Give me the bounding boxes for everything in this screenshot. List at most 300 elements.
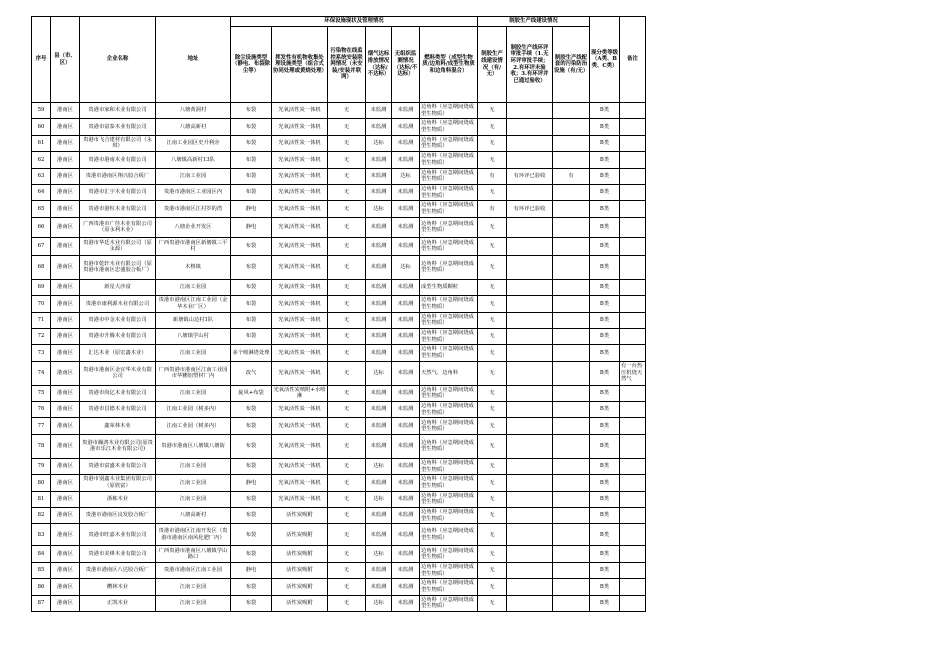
row-gas: 达标 <box>366 595 392 611</box>
row-county: 港南区 <box>51 237 80 255</box>
row-online: 无 <box>328 168 366 184</box>
row-note <box>620 279 646 295</box>
row-voc: 光氧活性炭一体机 <box>272 361 328 385</box>
row-address: 江南工业园 <box>156 345 231 361</box>
row-online: 无 <box>328 237 366 255</box>
row-eia <box>507 491 553 507</box>
row-company-name: 贵港市尚亿木业有限公司 <box>80 385 156 401</box>
row-glue-line: 无 <box>478 279 507 295</box>
row-no: 60 <box>32 119 51 135</box>
row-no: 75 <box>32 385 51 401</box>
row-address: 八塘镇学山村 <box>156 328 231 344</box>
row-eia <box>507 385 553 401</box>
row-fuel: 边角料（应急期间烧成型生物质） <box>420 418 478 434</box>
row-company-name: 汇达木业（原宏鑫木业） <box>80 345 156 361</box>
row-gas: 达标 <box>366 135 392 151</box>
row-eia <box>507 579 553 595</box>
row-no: 71 <box>32 312 51 328</box>
row-voc: 活性炭吸附 <box>272 524 328 546</box>
row-fuel: 边角料（应急期间烧成型生物质） <box>420 328 478 344</box>
row-fugitive: 未监测 <box>392 508 420 524</box>
row-class: B类 <box>590 491 620 507</box>
row-county: 港南区 <box>51 508 80 524</box>
row-glue-line: 无 <box>478 562 507 578</box>
row-eia <box>507 152 553 168</box>
row-fugitive: 未监测 <box>392 434 420 458</box>
row-note <box>620 201 646 217</box>
row-fuel: 边角料（应急期间烧成型生物质） <box>420 237 478 255</box>
row-class: B类 <box>590 168 620 184</box>
row-class: B类 <box>590 562 620 578</box>
row-online: 无 <box>328 312 366 328</box>
row-fugitive: 未监测 <box>392 103 420 119</box>
row-eia <box>507 402 553 418</box>
row-eia <box>507 217 553 237</box>
row-county: 港南区 <box>51 312 80 328</box>
table-row <box>32 524 646 546</box>
row-class: B类 <box>590 524 620 546</box>
row-gas: 未监测 <box>366 562 392 578</box>
row-eia <box>507 296 553 312</box>
row-glue-line: 无 <box>478 434 507 458</box>
row-gas: 未监测 <box>366 237 392 255</box>
row-glue-facility <box>553 361 590 385</box>
row-note <box>620 217 646 237</box>
row-fuel: 边角料（应急期间烧成型生物质） <box>420 345 478 361</box>
row-fugitive: 未监测 <box>392 296 420 312</box>
table-row <box>32 135 646 151</box>
row-online: 无 <box>328 255 366 279</box>
row-no: 74 <box>32 361 51 385</box>
row-dust: 布袋 <box>231 402 272 418</box>
row-fuel: 边角料（应急期间烧成型生物质） <box>420 312 478 328</box>
row-online: 无 <box>328 402 366 418</box>
row-glue-facility <box>553 524 590 546</box>
row-online: 无 <box>328 434 366 458</box>
row-fugitive: 未监测 <box>392 595 420 611</box>
row-fuel: 边角料（应急期间烧成型生物质） <box>420 524 478 546</box>
row-dust: 静电 <box>231 201 272 217</box>
header-fugitive: 无组织监测情况（达标/不达标） <box>392 27 420 103</box>
row-no: 64 <box>32 184 51 200</box>
row-no: 77 <box>32 418 51 434</box>
row-company-name: 贵港市港南区翔兴胶合板厂 <box>80 168 156 184</box>
row-eia <box>507 345 553 361</box>
row-glue-facility <box>553 402 590 418</box>
header-group-env: 环保设施现状及管理情况 <box>231 17 478 27</box>
row-eia <box>507 546 553 562</box>
row-class: B类 <box>590 255 620 279</box>
row-fuel: 边角料（应急期间烧成型生物质） <box>420 579 478 595</box>
row-company-name: 贵港市别鑫木业集团有限公司（原欣富） <box>80 475 156 491</box>
row-fugitive: 未监测 <box>392 361 420 385</box>
row-online: 无 <box>328 152 366 168</box>
row-county: 港南区 <box>51 385 80 401</box>
row-glue-line: 无 <box>478 402 507 418</box>
row-glue-line: 无 <box>478 328 507 344</box>
row-county: 港南区 <box>51 217 80 237</box>
row-gas: 未监测 <box>366 103 392 119</box>
row-class: B类 <box>590 152 620 168</box>
row-voc: 光氧活性炭喷附+水喷淋 <box>272 385 328 401</box>
row-voc: 光氧活性炭一体机 <box>272 475 328 491</box>
row-county: 港南区 <box>51 345 80 361</box>
header-dust: 除尘设施类型（静电、布袋除尘等） <box>231 27 272 103</box>
row-fugitive: 未监测 <box>392 217 420 237</box>
row-class: B类 <box>590 237 620 255</box>
row-gas: 未监测 <box>366 279 392 295</box>
row-company-name: 贵港市中金木业有限公司 <box>80 312 156 328</box>
row-voc: 光氧活性炭一体机 <box>272 491 328 507</box>
row-online: 无 <box>328 296 366 312</box>
row-note <box>620 345 646 361</box>
row-glue-facility <box>553 152 590 168</box>
row-glue-line: 无 <box>478 579 507 595</box>
row-company-name: 广西贵港市广佳木业有限公司（原永利木业） <box>80 217 156 237</box>
row-company-name: 贵港市华廷木业有限公司（原永源） <box>80 237 156 255</box>
row-voc: 光氧活性炭一体机 <box>272 237 328 255</box>
row-note <box>620 434 646 458</box>
row-note <box>620 103 646 119</box>
row-no: 70 <box>32 296 51 312</box>
row-online: 无 <box>328 524 366 546</box>
row-eia <box>507 255 553 279</box>
row-company-name: 贵港市汇宇木业有限公司 <box>80 184 156 200</box>
table-row <box>32 475 646 491</box>
row-note <box>620 152 646 168</box>
table-row <box>32 508 646 524</box>
row-company-name: 贵港市家和木业有限公司 <box>80 103 156 119</box>
row-dust: 布袋 <box>231 546 272 562</box>
row-fugitive: 未监测 <box>392 312 420 328</box>
row-fuel: 边角料（应急期间烧成型生物质） <box>420 546 478 562</box>
header-no: 序号 <box>32 17 51 103</box>
row-note <box>620 458 646 474</box>
row-glue-facility <box>553 508 590 524</box>
row-company-name: 贵港市乾轩木业有限公司（原贵港市港南区忠盛胶合板厂） <box>80 255 156 279</box>
table-row <box>32 168 646 184</box>
row-fuel: 边角料（应急期间烧成型生物质） <box>420 562 478 578</box>
row-class: B类 <box>590 595 620 611</box>
header-online: 污染物在线监控系统安装联网情况（未安装/安装并联网） <box>328 27 366 103</box>
row-no: 84 <box>32 546 51 562</box>
row-address: 贵港市港南区八塘镇八塘街 <box>156 434 231 458</box>
row-no: 73 <box>32 345 51 361</box>
row-online: 无 <box>328 562 366 578</box>
row-note <box>620 184 646 200</box>
row-note <box>620 385 646 401</box>
table-row <box>32 296 646 312</box>
row-dust: 布袋 <box>231 312 272 328</box>
row-glue-facility <box>553 135 590 151</box>
row-glue-line: 无 <box>478 458 507 474</box>
row-class: B类 <box>590 508 620 524</box>
row-company-name: 贵港市瀚鸿木业有限公司(原贵港市乐江木业有限公司) <box>80 434 156 458</box>
row-no: 80 <box>32 475 51 491</box>
row-online: 无 <box>328 201 366 217</box>
row-county: 港南区 <box>51 184 80 200</box>
row-fugitive: 未监测 <box>392 119 420 135</box>
row-county: 港南区 <box>51 168 80 184</box>
row-no: 65 <box>32 201 51 217</box>
row-online: 无 <box>328 491 366 507</box>
row-address: 江南工业园（树多内） <box>156 418 231 434</box>
row-eia <box>507 237 553 255</box>
row-gas: 未监测 <box>366 184 392 200</box>
row-fuel: 边角料（应急期间烧成型生物质） <box>420 152 478 168</box>
header-group-prod: 制胶生产线建设情况 <box>478 17 590 27</box>
row-eia <box>507 475 553 491</box>
row-glue-facility <box>553 328 590 344</box>
row-gas: 未监测 <box>366 475 392 491</box>
row-county: 港南区 <box>51 562 80 578</box>
row-glue-line: 无 <box>478 475 507 491</box>
row-glue-line: 无 <box>478 508 507 524</box>
row-class: B类 <box>590 201 620 217</box>
table-row <box>32 418 646 434</box>
row-glue-facility <box>553 296 590 312</box>
row-address: 贵港市港南区江南工业园（金华木业厂区） <box>156 296 231 312</box>
row-note <box>620 491 646 507</box>
row-fugitive: 未监测 <box>392 328 420 344</box>
row-note <box>620 595 646 611</box>
row-class: B类 <box>590 458 620 474</box>
row-dust: 改气 <box>231 361 272 385</box>
row-gas: 未监测 <box>366 579 392 595</box>
row-glue-facility: 有 <box>553 168 590 184</box>
row-note <box>620 119 646 135</box>
row-company-name: 新星大沙富 <box>80 279 156 295</box>
row-fugitive: 未监测 <box>392 458 420 474</box>
row-glue-facility <box>553 345 590 361</box>
row-glue-facility <box>553 458 590 474</box>
row-fugitive: 未监测 <box>392 491 420 507</box>
row-eia <box>507 524 553 546</box>
row-glue-facility <box>553 434 590 458</box>
row-gas: 达标 <box>366 361 392 385</box>
row-fuel: 边角料（应急期间烧成型生物质） <box>420 255 478 279</box>
table-row <box>32 103 646 119</box>
row-glue-line: 无 <box>478 152 507 168</box>
row-fuel: 边角料（应急期间烧成型生物质） <box>420 595 478 611</box>
row-address: 八塘高新村 <box>156 508 231 524</box>
row-glue-line: 无 <box>478 418 507 434</box>
row-company-name: 贵港市港南木业有限公司 <box>80 152 156 168</box>
row-fuel: 边角料（应急期间烧成型生物质） <box>420 434 478 458</box>
row-online: 无 <box>328 475 366 491</box>
row-note <box>620 402 646 418</box>
row-company-name: 贵港市富盛木业有限公司 <box>80 458 156 474</box>
row-voc: 光氧活性炭一体机 <box>272 458 328 474</box>
row-county: 港南区 <box>51 119 80 135</box>
row-no: 82 <box>32 508 51 524</box>
row-note <box>620 328 646 344</box>
row-glue-facility <box>553 491 590 507</box>
row-county: 港南区 <box>51 103 80 119</box>
row-gas: 未监测 <box>366 255 392 279</box>
row-class: B类 <box>590 418 620 434</box>
row-note: 有一台热压机烧天然气 <box>620 361 646 385</box>
row-voc: 光氧活性炭一体机 <box>272 312 328 328</box>
row-fugitive: 未监测 <box>392 135 420 151</box>
row-glue-line: 无 <box>478 312 507 328</box>
row-voc: 光氧活性炭一体机 <box>272 217 328 237</box>
row-online: 无 <box>328 361 366 385</box>
row-voc: 光氧活性炭一体机 <box>272 119 328 135</box>
row-class: B类 <box>590 475 620 491</box>
row-voc: 光氧活性炭一体机 <box>272 135 328 151</box>
header-eia: 制胶生产线环评审批手续（1.无环评审批手续；2.有环评未验收；3.有环评并已通过验收） <box>507 27 553 103</box>
row-address: 贵港市港南区江村岁的湾 <box>156 201 231 217</box>
row-note <box>620 562 646 578</box>
row-county: 港南区 <box>51 475 80 491</box>
table-row <box>32 184 646 200</box>
row-no: 76 <box>32 402 51 418</box>
row-gas: 达标 <box>366 546 392 562</box>
row-voc: 活性炭吸附 <box>272 595 328 611</box>
table-row <box>32 328 646 344</box>
row-glue-line: 无 <box>478 524 507 546</box>
row-company-name: 贵港市升腾木业有限公司 <box>80 328 156 344</box>
row-voc: 光氧活性炭一体机 <box>272 255 328 279</box>
row-online: 无 <box>328 579 366 595</box>
row-glue-line: 无 <box>478 119 507 135</box>
row-class: B类 <box>590 312 620 328</box>
table-row <box>32 595 646 611</box>
row-voc: 光氧活性炭一体机 <box>272 184 328 200</box>
row-glue-line: 无 <box>478 296 507 312</box>
row-address: 新塘镇山边村1队 <box>156 312 231 328</box>
row-glue-facility <box>553 217 590 237</box>
table-row <box>32 255 646 279</box>
row-note <box>620 418 646 434</box>
row-glue-facility <box>553 418 590 434</box>
row-voc: 活性炭吸附 <box>272 546 328 562</box>
row-fugitive: 未监测 <box>392 385 420 401</box>
row-no: 67 <box>32 237 51 255</box>
row-dust: 静电 <box>231 562 272 578</box>
row-county: 港南区 <box>51 296 80 312</box>
table-row <box>32 201 646 217</box>
row-address: 贵港市港南区工业园区内 <box>156 184 231 200</box>
row-class: B类 <box>590 402 620 418</box>
row-class: B类 <box>590 217 620 237</box>
row-fugitive: 未监测 <box>392 475 420 491</box>
row-address: 广西贵港市港南区江南工业园市华鹏铝塑材厂内 <box>156 361 231 385</box>
row-note <box>620 546 646 562</box>
row-gas: 未监测 <box>366 296 392 312</box>
row-dust: 布袋 <box>231 328 272 344</box>
table-row <box>32 345 646 361</box>
row-address: 江南工业园区史升利旁 <box>156 135 231 151</box>
row-note <box>620 508 646 524</box>
row-class: B类 <box>590 385 620 401</box>
row-no: 85 <box>32 562 51 578</box>
row-glue-line: 无 <box>478 103 507 119</box>
row-gas: 未监测 <box>366 217 392 237</box>
row-glue-facility <box>553 562 590 578</box>
header-county: 县（市、区） <box>51 17 80 103</box>
row-glue-facility <box>553 595 590 611</box>
row-no: 81 <box>32 491 51 507</box>
row-dust: 旋风+布袋 <box>231 385 272 401</box>
header-fuel: 燃料类型（成型生物质/边角料/成型生物质和边角料混合） <box>420 27 478 103</box>
row-glue-facility <box>553 255 590 279</box>
row-no: 62 <box>32 152 51 168</box>
row-voc: 活性炭吸附 <box>272 579 328 595</box>
row-company-name: 贵港市美烽木业有限公司 <box>80 546 156 562</box>
row-county: 港南区 <box>51 579 80 595</box>
row-class: B类 <box>590 546 620 562</box>
row-note <box>620 524 646 546</box>
enterprise-table <box>31 16 646 612</box>
row-dust: 布袋 <box>231 524 272 546</box>
row-fuel: 边角料（应急期间烧成型生物质） <box>420 201 478 217</box>
row-company-name: 贵港市港恒木业有限公司 <box>80 201 156 217</box>
row-dust: 静电 <box>231 217 272 237</box>
row-fugitive: 未监测 <box>392 279 420 295</box>
table-row <box>32 279 646 295</box>
row-note <box>620 255 646 279</box>
row-voc: 活性炭吸附 <box>272 508 328 524</box>
row-address: 贵港市港南区江南开发区（贵港市港南区南风化肥厂内） <box>156 524 231 546</box>
row-fuel: 边角料（应急期间烧成型生物质） <box>420 217 478 237</box>
row-gas: 达标 <box>366 201 392 217</box>
row-gas: 未监测 <box>366 402 392 418</box>
header-class: 现分类等级（A类、B类、C类） <box>590 17 620 103</box>
row-class: B类 <box>590 328 620 344</box>
row-dust: 布袋 <box>231 296 272 312</box>
row-address: 贵港市港南区江南工业园 <box>156 562 231 578</box>
row-eia <box>507 458 553 474</box>
row-address: 江南工业园 <box>156 475 231 491</box>
row-online: 无 <box>328 458 366 474</box>
row-county: 港南区 <box>51 491 80 507</box>
row-address: 八塘高新村 <box>156 119 231 135</box>
row-glue-line: 无 <box>478 237 507 255</box>
header-glue-facility: 制胶生产线配套的污染防治设施（有/无） <box>553 27 590 103</box>
table-row <box>32 361 646 385</box>
table-row <box>32 491 646 507</box>
row-gas: 达标 <box>366 458 392 474</box>
row-fuel: 边角料（应急期间烧成型生物质） <box>420 458 478 474</box>
row-address: 广西贵港市港南区新塘镇三平村 <box>156 237 231 255</box>
row-glue-facility <box>553 312 590 328</box>
row-address: 八塘镇高新村13队 <box>156 152 231 168</box>
header-note: 备注 <box>620 17 646 103</box>
row-eia <box>507 361 553 385</box>
row-voc: 光氧活性炭一体机 <box>272 201 328 217</box>
table-row <box>32 458 646 474</box>
row-fuel: 边角料（应急期间烧成型生物质） <box>420 385 478 401</box>
row-address: 广西贵港市港南区八塘镇学山路口 <box>156 546 231 562</box>
row-no: 83 <box>32 524 51 546</box>
row-dust: 布袋 <box>231 579 272 595</box>
row-address: 八塘黄洞村 <box>156 103 231 119</box>
row-voc: 光氧活性炭一体机 <box>272 168 328 184</box>
header-address: 地址 <box>156 17 231 103</box>
row-county: 港南区 <box>51 201 80 217</box>
row-fugitive: 未监测 <box>392 579 420 595</box>
row-voc: 光氧活性炭一体机 <box>272 418 328 434</box>
row-fugitive: 未监测 <box>392 402 420 418</box>
row-dust: 布袋 <box>231 168 272 184</box>
table-row <box>32 402 646 418</box>
row-address: 江南工业园 <box>156 385 231 401</box>
row-fugitive: 未监测 <box>392 562 420 578</box>
row-dust: 布袋 <box>231 418 272 434</box>
row-no: 86 <box>32 579 51 595</box>
